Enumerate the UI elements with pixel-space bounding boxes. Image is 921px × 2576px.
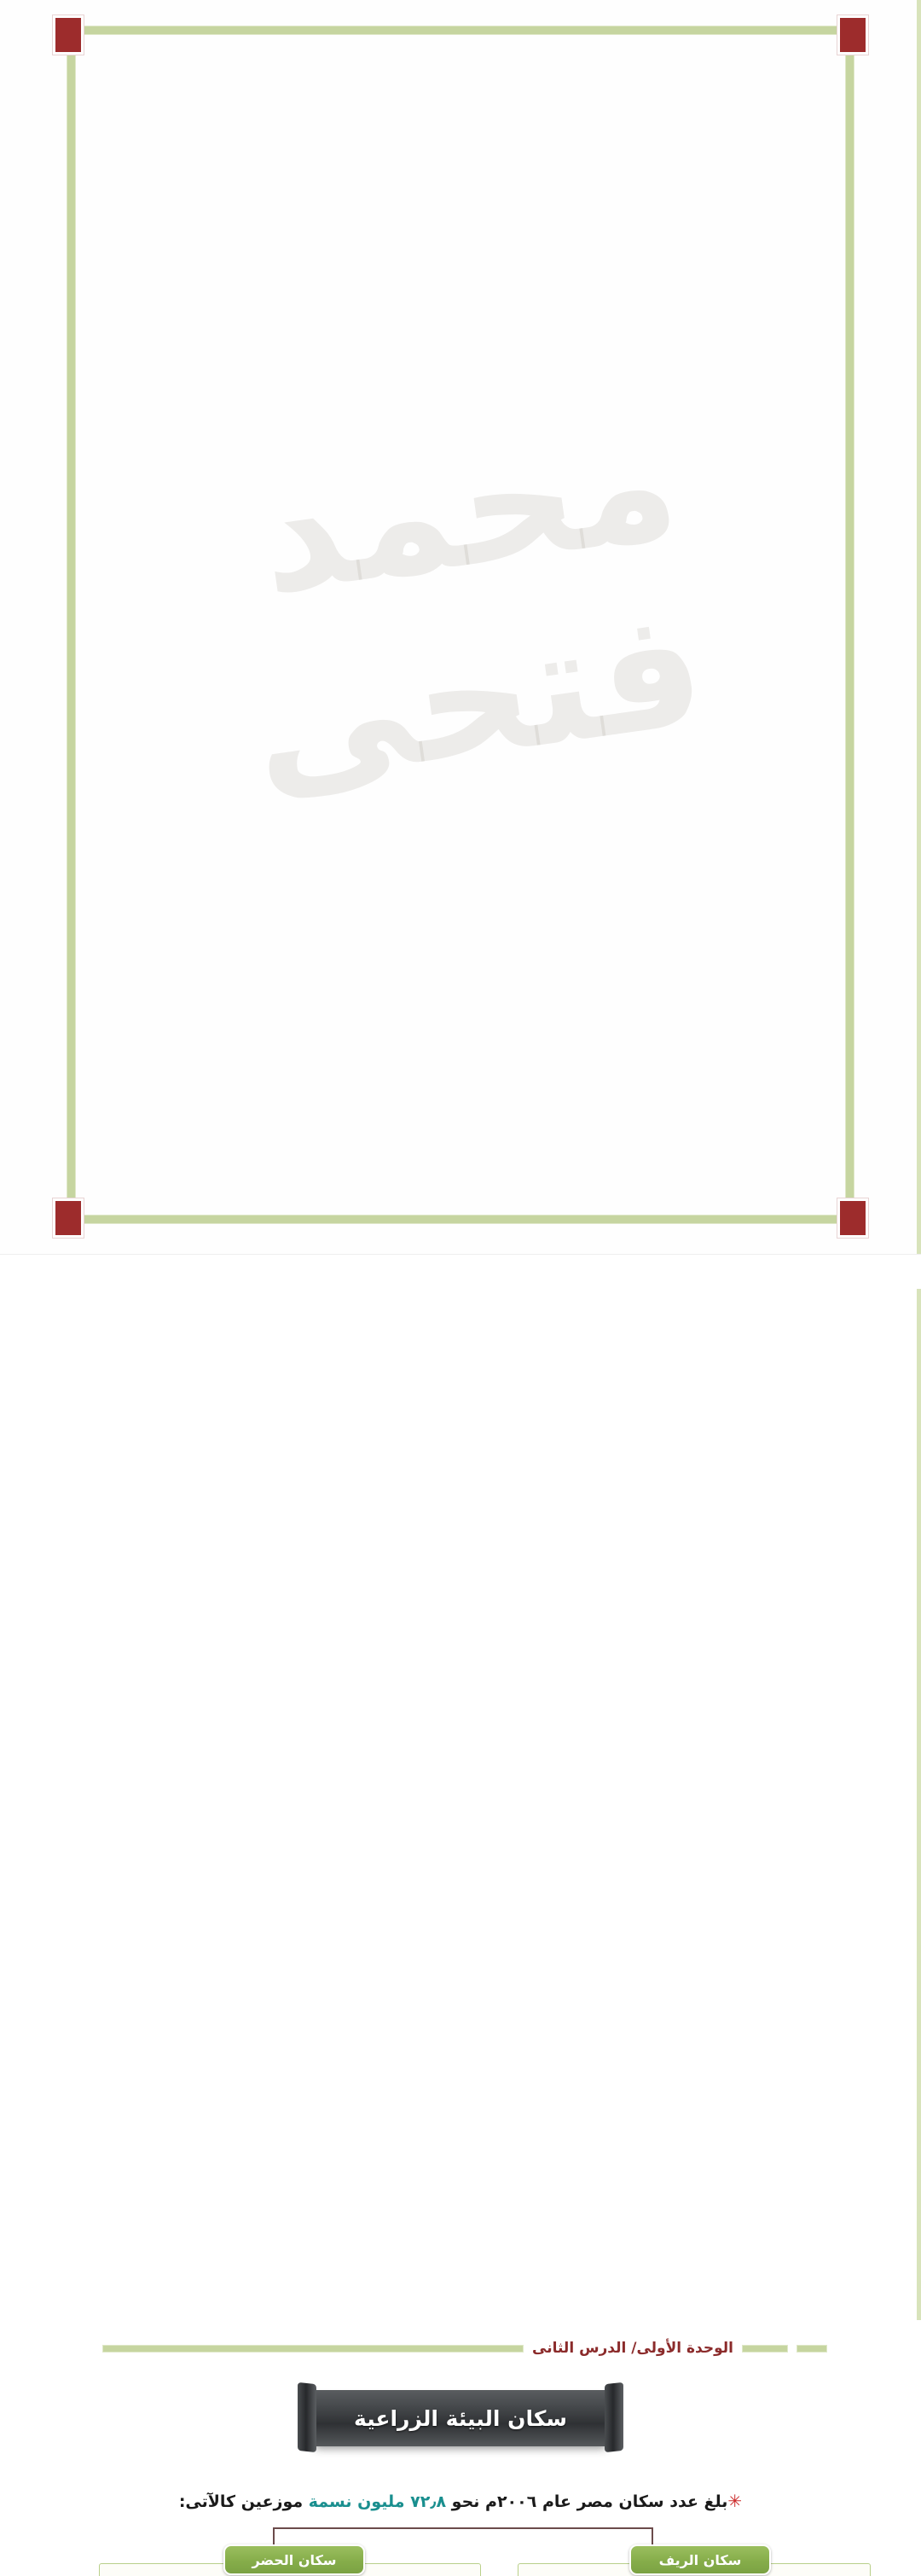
tree-connector [0,2527,921,2553]
intro-part2: موزعين كالآتى: [178,2492,309,2511]
page-bottom-edge [0,1254,921,1289]
corner-square-bottom-left [53,1198,84,1238]
lesson-title: سكان البيئة الزراعية [354,2405,567,2431]
intro-part1: بلغ عدد سكان مصر عام ٢٠٠٦م نحو [446,2492,728,2511]
intro-statement [94,2491,827,2511]
watermark: محمد فتحى [240,386,715,822]
corner-square-bottom-right [837,1198,868,1238]
frame-top-bar [60,26,861,35]
frame-left-inner-bar [917,0,921,1160]
connector-horizontal [273,2527,653,2529]
title-banner [0,2390,921,2446]
corner-square-top-right [837,15,868,55]
scroll-shape [311,2390,610,2446]
corner-square-top-left [53,15,84,55]
badge-urban-population: سكان الحضر [223,2544,365,2575]
star-bullet-icon: ✳ [727,2491,743,2511]
connector-vertical-left [273,2527,275,2546]
frame-left-bar [67,26,76,1221]
unit-lesson-title: الوحدة الأولى/ الدرس الثانى [532,2340,733,2357]
intro-population-value: ٧٢٫٨ مليون نسمة [308,2492,447,2511]
page-header [102,2337,827,2359]
frame-bottom-bar [60,1215,861,1224]
header-dash-right [796,2345,827,2353]
frame-right-inner-bar [917,1160,921,2320]
badge-rural-population: سكان الريف [629,2544,771,2575]
header-dash-long [102,2345,524,2353]
header-dash-mid [742,2345,788,2353]
frame-right-bar [845,26,854,1221]
connector-vertical-right [652,2527,653,2546]
